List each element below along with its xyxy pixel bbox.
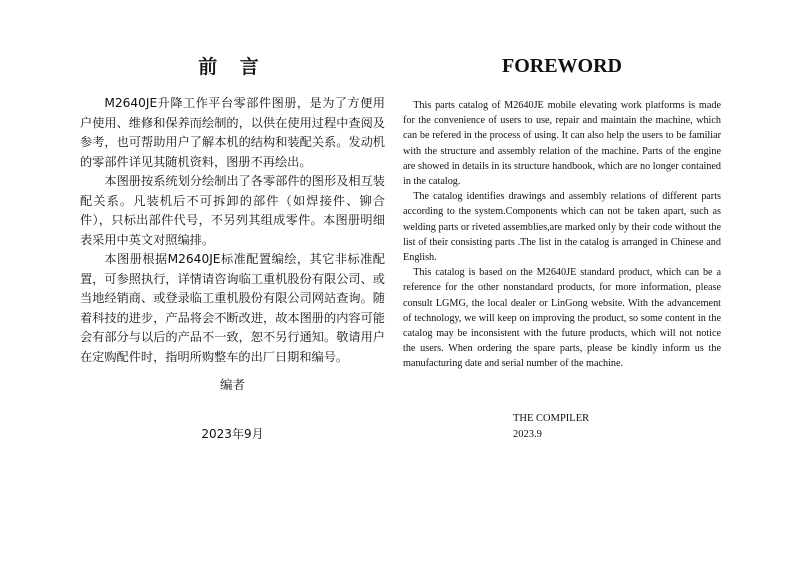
- chinese-compiler: 编者: [219, 377, 245, 392]
- english-body: [403, 98, 721, 372]
- chinese-paragraph-1: M2640JE升降工作平台零部件图册，是为了方便用户使用、维修和保养而绘制的，以供在使用过程中查阅及参考，也可帮助用户了解本机的结构和装配关系。发动机的零部件详见其随机资料，图册不再绘出。: [80, 96, 385, 169]
- chinese-date: 2023年9月: [201, 427, 264, 441]
- english-compiler: THE COMPILER: [513, 413, 590, 424]
- english-paragraph-2: The catalog identifies drawings and assembly relations of different parts according to the system.Components which can not be taken apart, such as welding parts or riveted assemblies,are marked only by their code without the list of their consisting parts .The list in the catalog is arranged in Chinese and English.: [403, 191, 721, 264]
- chinese-title: 前 言: [198, 56, 267, 78]
- chinese-paragraph-3: 本图册根据M2640JE标准配置编绘，其它非标准配置，可参照执行，详情请咨询临工重机股份有限公司、或当地经销商、或登录临工重机股份有限公司网站查询。随着科技的进步，产品将会不断改进，故本图册的内容可能会有部分与以后的产品不一致，恕不另行通知。敬请用户在定购配件时，指明所购整车的出厂日期和编号。: [80, 252, 385, 364]
- english-date: 2023.9: [513, 429, 542, 440]
- english-paragraph-3: This catalog is based on the M2640JE standard product, which can be a reference for the other nonstandard products, for more information, please consult LGMG, the local dealer or LinGong website. With the advancement of technology, we will keep on improving the product, so some content in the catalog may be inconsistent with the future products, which will not notice the users. When ordering the spare parts, please be kindly inform us the manufacturing date and serial number of the machine.: [403, 267, 721, 370]
- english-title: FOREWORD: [502, 55, 622, 77]
- english-paragraph-1: This parts catalog of M2640JE mobile elevating work platforms is made for the convenience of users to use, repair and maintain the machine, which can be refered in the process of using. It can also help the users to be familiar with the structure and assembly relation of the machine. Parts of the engine are showed in details in its structure handbook, which are no longer contained in the catalog.: [403, 100, 721, 188]
- chinese-body: [80, 94, 385, 367]
- chinese-paragraph-2: 本图册按系统划分绘制出了各零部件的图形及相互装配关系。凡装机后不可拆卸的部件（如焊接件、铆合件），只标出部件代号，不另列其组成零件。本图册明细表采用中英文对照编排。: [80, 174, 385, 247]
